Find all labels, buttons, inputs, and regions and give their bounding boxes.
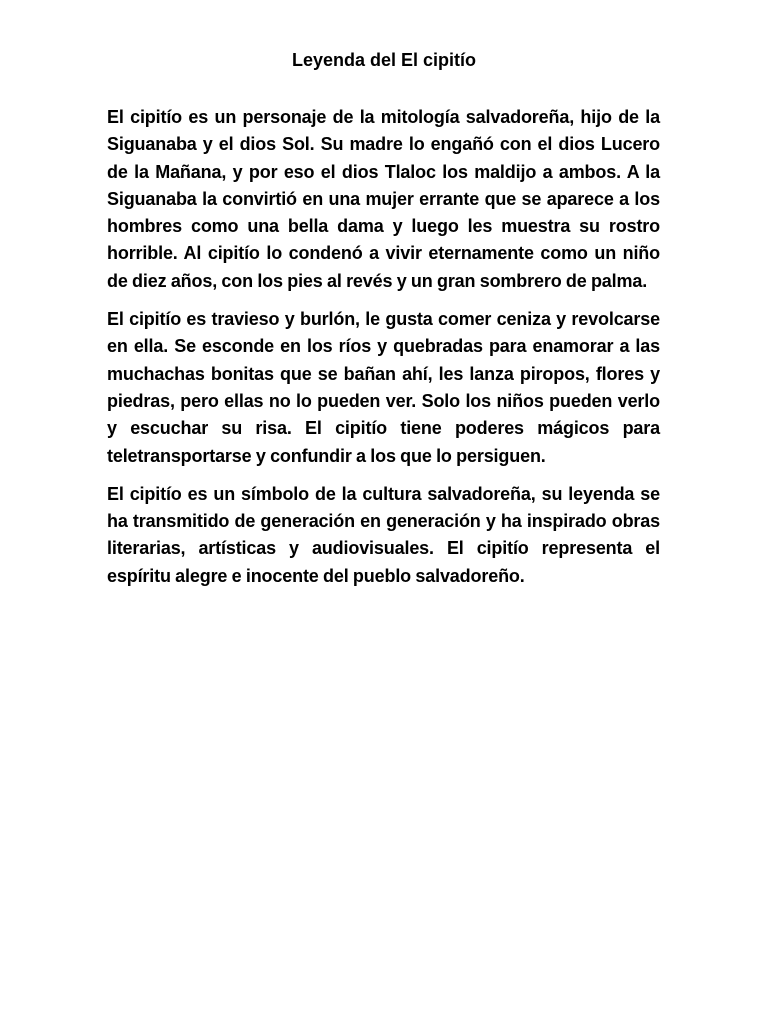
paragraph-2: El cipitío es travieso y burlón, le gusta comer ceniza y revolcarse en ella. Se esconde en los ríos y quebradas para enamorar a las muchachas bonitas que se bañan ahí, les lanza piropos, flores y piedras, pero ellas no lo pueden ver. Solo los niños pueden verlo y escuchar su risa. El cipitío tiene poderes mágicos para teletransportarse y confundir a los que lo persiguen. [107,309,660,466]
paragraph-1: El cipitío es un personaje de la mitología salvadoreña, hijo de la Siguanaba y el dios Sol. Su madre lo engañó con el dios Lucero de la Mañana, y por eso el dios Tlaloc los maldijo a ambos. A la Siguanaba la convirtió en una mujer errante que se aparece a los hombres como una bella dama y luego les muestra su rostro horrible. Al cipitío lo condenó a vivir eternamente como un niño de diez años, con los pies al revés y un gran sombrero de palma. [107,107,660,291]
paragraph-3: El cipitío es un símbolo de la cultura salvadoreña, su leyenda se ha transmitido de generación en generación y ha inspirado obras literarias, artísticas y audiovisuales. El cipitío representa el espíritu alegre e inocente del pueblo salvadoreño. [107,483,660,586]
document-title: Leyenda del El cipitío [291,50,477,70]
document-body [107,104,660,601]
